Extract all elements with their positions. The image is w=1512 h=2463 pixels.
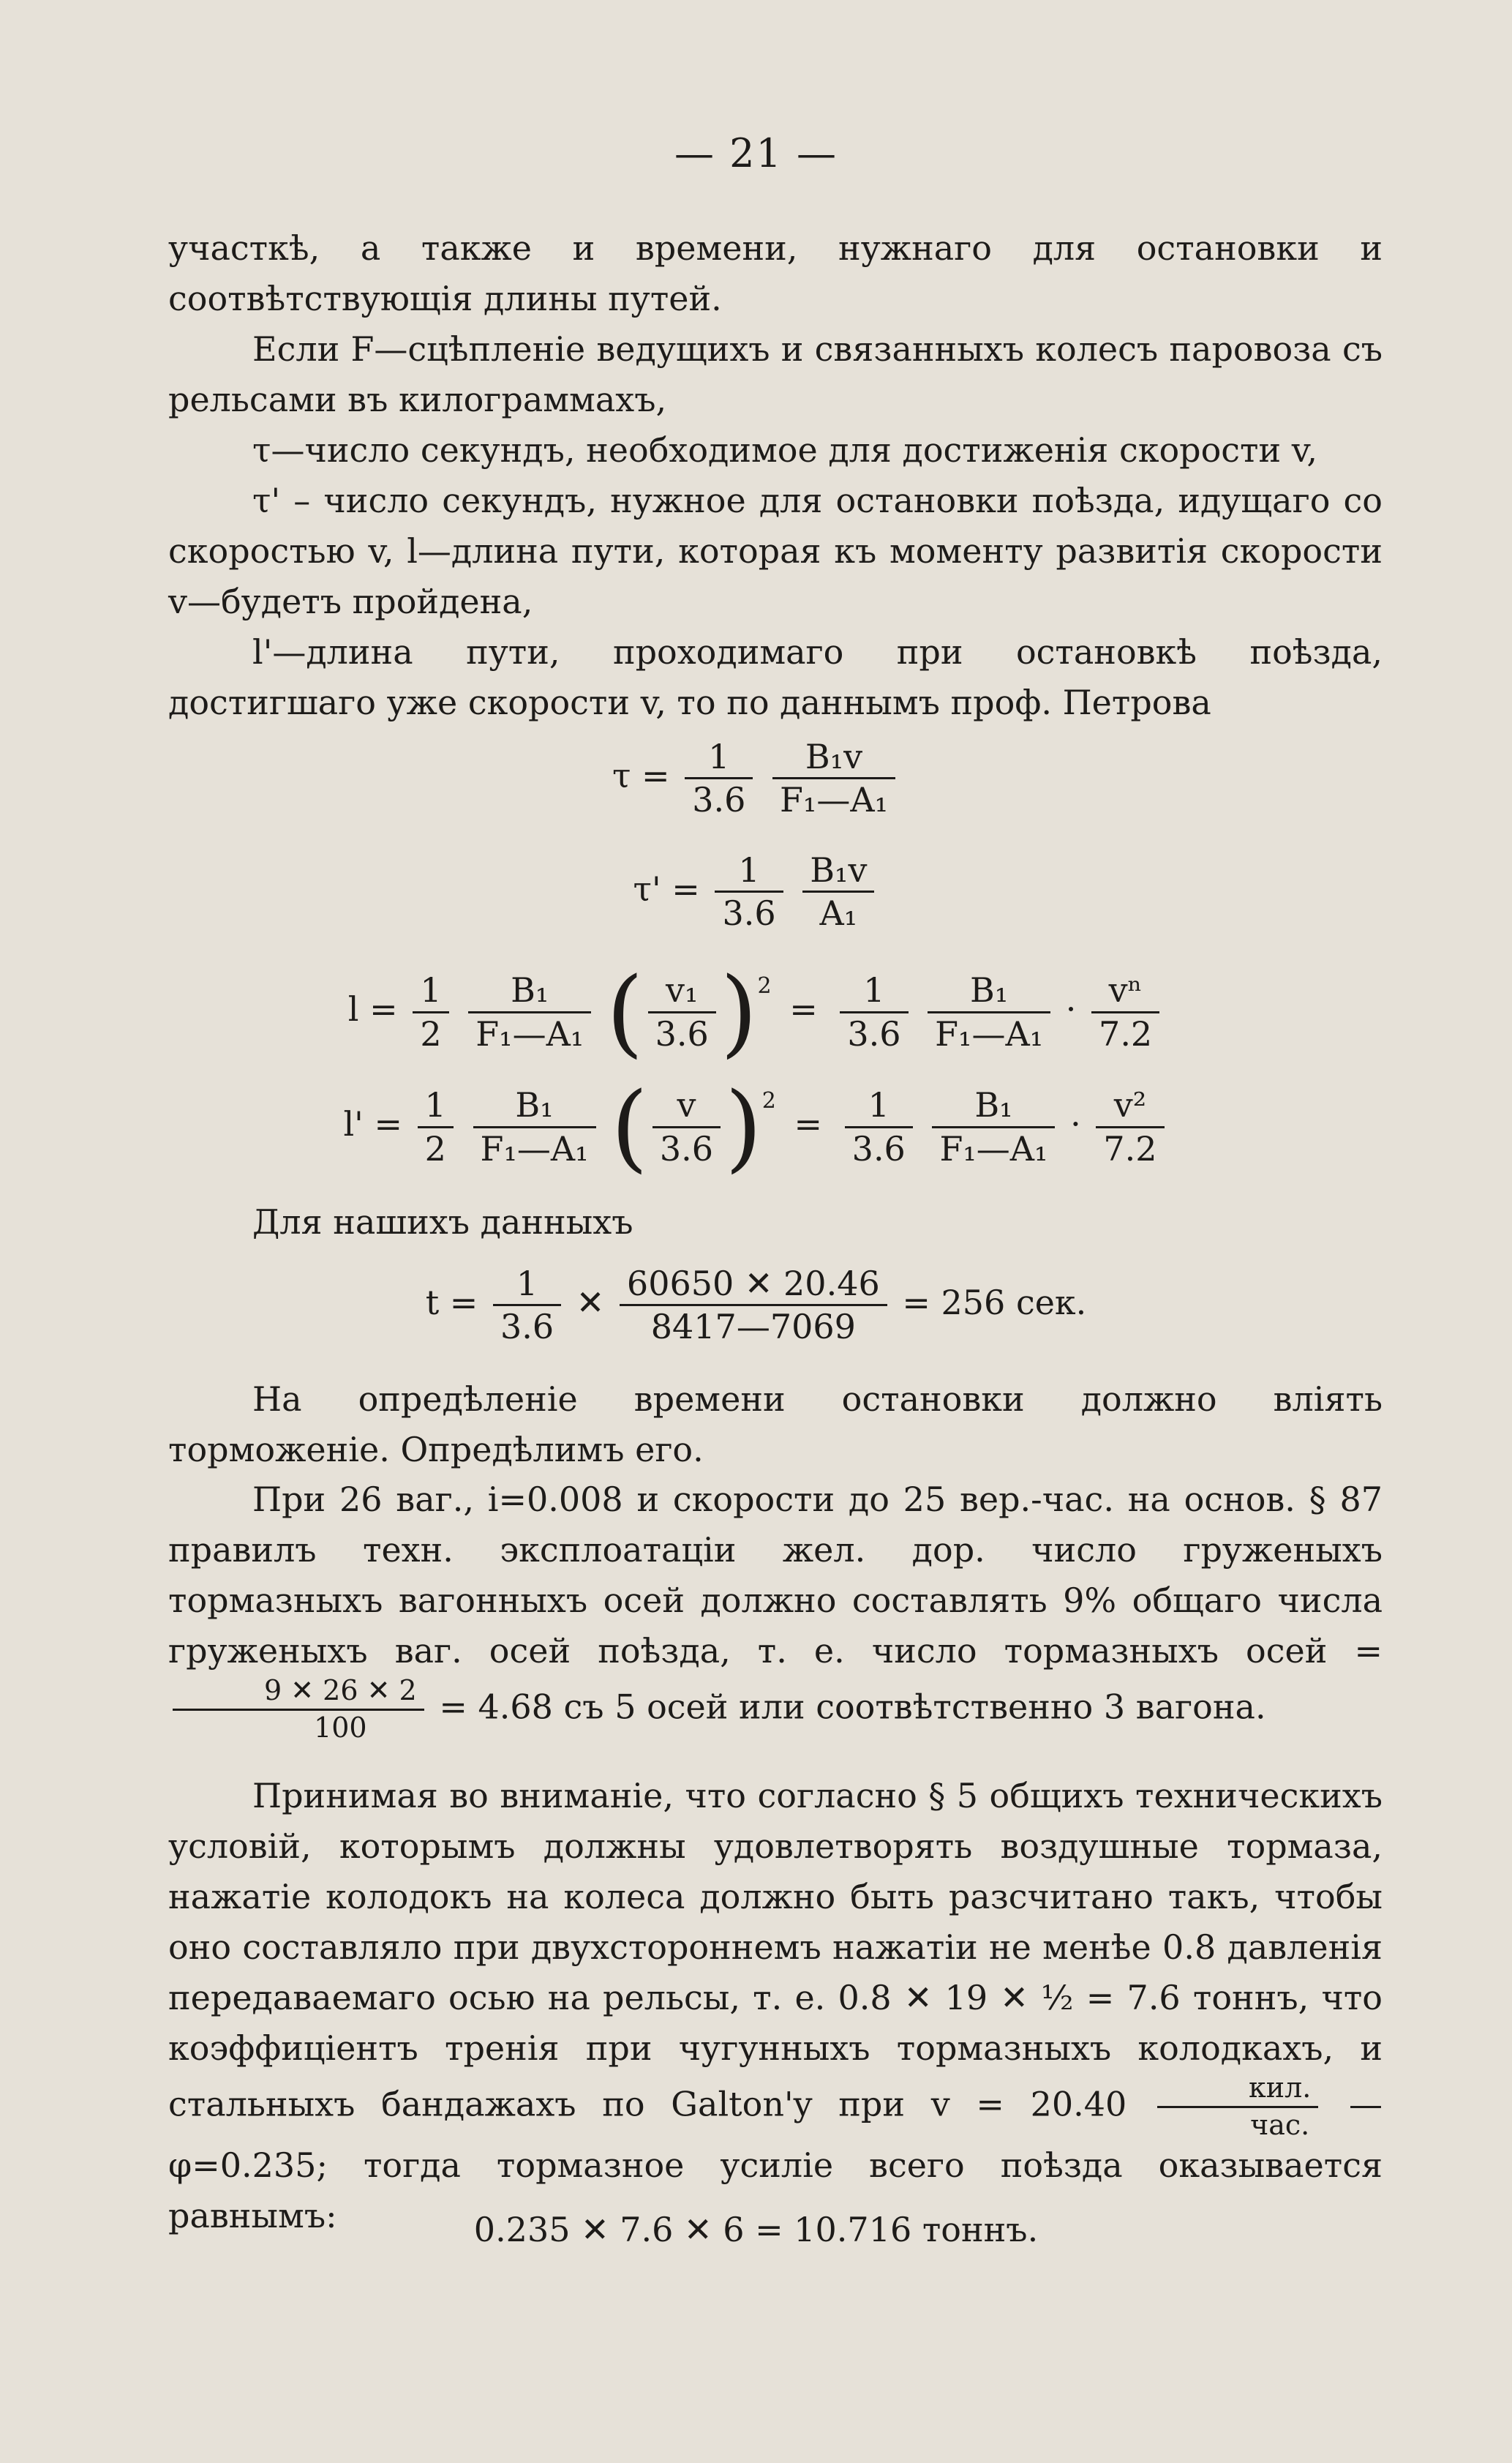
fraction-numerator: 1 (715, 852, 783, 893)
fraction-numerator: 1 (418, 1087, 454, 1128)
formula-t-result: = 256 сек. (902, 1282, 1087, 1322)
fraction-numerator: v² (1096, 1087, 1164, 1128)
fraction-numerator: B₁ (473, 1087, 596, 1128)
fraction-numerator: vⁿ (1091, 972, 1159, 1013)
paragraph-2: Если F—сцѣпленіе ведущихъ и связанныхъ колесъ паровоза съ рельсами въ килограммахъ, (168, 329, 1383, 419)
speed-unit-fraction (1157, 2074, 1318, 2140)
fraction-denominator: 100 (314, 1711, 367, 1744)
formula-l (0, 956, 1512, 1068)
paragraph-8 (168, 1474, 1383, 1743)
fraction-denominator: F₁—A₁ (780, 780, 889, 820)
fraction-denominator: 3.6 (851, 1128, 906, 1169)
formula-l-prime-lhs: l' = (343, 1104, 402, 1144)
fraction (648, 970, 716, 1054)
times-sign: ✕ (576, 1282, 605, 1322)
fraction (715, 850, 783, 934)
paragraph-7: На опредѣленіе времени остановки должно вліять торможеніе. Опредѣлимъ его. (168, 1379, 1383, 1469)
fraction-denominator: 7.2 (1099, 1013, 1153, 1054)
paragraph-9-end: —φ=0.235; тогда тормазное усиліе всего поѣзда оказывается равнымъ: (168, 2084, 1383, 2235)
paragraph-9-start: Принимая во вниманіе, что согласно § 5 общихъ техническихъ условій, которымъ должны удовлетворять воздушные тормаза, нажатіе колодокъ на колеса должно быть разсчитано такъ, чтобы оно составляло при двухстороннемъ нажатіи не менѣе 0.8 давленія передаваемаго осью на рельсы, т. е. 0.8 ✕ 19 ✕ ½ = 7.6 тоннъ, что коэффиціентъ тренія при чугунныхъ тормазныхъ колодкахъ, и стальныхъ бандажахъ по Galton'y при v = 20.40 (168, 1776, 1383, 2124)
fraction-denominator: 8417—7069 (650, 1307, 856, 1347)
fraction (620, 1266, 887, 1345)
fraction-numerator: B₁ (932, 1087, 1055, 1128)
formula-tau-lhs: τ = (612, 755, 670, 795)
fraction-denominator: F₁—A₁ (480, 1128, 589, 1169)
fraction-numerator: B₁ (928, 972, 1050, 1013)
exponent: 2 (757, 973, 772, 999)
paragraph-5: l'—длина пути, проходимаго при остановкѣ поѣзда, достигшаго уже скорости v, то по даннымъ проф. Петрова (168, 632, 1383, 722)
fraction-denominator: 7.2 (1103, 1128, 1157, 1169)
fraction-numerator: 1 (493, 1266, 561, 1306)
paragraph-4: τ' – число секундъ, нужное для остановки поѣзда, идущаго со скоростью v, l—длина пути, которая къ моменту развитія скорости v—будетъ пройдена, (168, 481, 1383, 621)
fraction (772, 739, 895, 818)
fraction (840, 970, 908, 1054)
fraction-denominator: 3.6 (722, 893, 776, 934)
formula-l-lhs: l = (347, 989, 398, 1029)
fraction (468, 970, 591, 1054)
fraction-numerator: B₁ (468, 972, 591, 1013)
formula-tau-prime-lhs: τ' = (633, 869, 700, 909)
paragraph-8-start: При 26 ваг., i=0.008 и скорости до 25 вер.-час. на основ. § 87 правилъ техн. эксплоатаціи жел. дор. число груженыхъ тормазныхъ вагонныхъ осей должно составлять 9% общаго числа груженыхъ ваг. осей поѣзда, т. е. число тормазныхъ осей = (168, 1480, 1383, 1671)
fraction (413, 970, 448, 1054)
fraction-denominator: F₁—A₁ (475, 1013, 584, 1054)
formula-l-prime (0, 1071, 1512, 1182)
fraction (932, 1085, 1055, 1169)
formula-t (0, 1266, 1512, 1345)
paragraph-8-end: = 4.68 съ 5 осей или соотвѣтственно 3 вагона. (439, 1687, 1266, 1727)
fraction-denominator: 3.6 (655, 1013, 709, 1054)
page-number: — 21 — (674, 130, 838, 176)
fraction (928, 970, 1050, 1054)
formula-t-lhs: t = (425, 1282, 478, 1322)
fraction (1096, 1085, 1164, 1169)
formula-tau-prime (0, 850, 1512, 934)
equals-sign: = (789, 989, 818, 1029)
fraction-denominator: 3.6 (847, 1013, 901, 1054)
fraction (473, 1085, 596, 1169)
fraction (845, 1085, 913, 1169)
fraction-denominator: 2 (424, 1128, 446, 1169)
exponent: 2 (761, 1088, 776, 1114)
right-paren: ) (725, 1071, 762, 1182)
fraction (493, 1266, 561, 1345)
left-paren: ( (606, 956, 644, 1068)
fraction-numerator: B₁v (802, 852, 874, 893)
fraction-denominator: F₁—A₁ (939, 1128, 1048, 1169)
fraction-numerator: 1 (845, 1087, 913, 1128)
fraction (685, 739, 753, 818)
multiply-dot: · (1065, 989, 1077, 1029)
fraction-denominator: A₁ (819, 893, 858, 934)
fraction-denominator: 3.6 (659, 1128, 714, 1169)
equals-sign: = (794, 1104, 823, 1144)
fraction (652, 1085, 721, 1169)
paragraph-9 (168, 1771, 1383, 2241)
fraction (418, 1085, 454, 1169)
fraction-numerator: 1 (685, 739, 753, 779)
formula-final: 0.235 ✕ 7.6 ✕ 6 = 10.716 тоннъ. (473, 2210, 1039, 2249)
fraction-denominator: F₁—A₁ (935, 1013, 1044, 1054)
left-paren: ( (611, 1071, 648, 1182)
paragraph-6: Для нашихъ данныхъ (252, 1202, 633, 1242)
fraction-numerator: 1 (840, 972, 908, 1013)
formula-tau (0, 739, 1512, 818)
fraction-numerator: 60650 ✕ 20.46 (620, 1266, 887, 1306)
multiply-dot: · (1070, 1104, 1081, 1144)
paragraph-1: участкѣ, а также и времени, нужнаго для остановки и соотвѣтствующія длины путей. (168, 228, 1383, 318)
fraction-numerator: кил. (1157, 2074, 1318, 2108)
fraction-denominator: 3.6 (692, 780, 746, 820)
axes-fraction (173, 1676, 424, 1743)
fraction-numerator: B₁v (772, 739, 895, 779)
fraction-denominator: 3.6 (500, 1307, 554, 1347)
fraction-numerator: 9 ✕ 26 ✕ 2 (173, 1676, 424, 1711)
fraction-numerator: v (652, 1087, 721, 1128)
fraction-denominator: час. (1250, 2108, 1310, 2141)
fraction-numerator: v₁ (648, 972, 716, 1013)
fraction-numerator: 1 (413, 972, 448, 1013)
right-paren: ) (720, 956, 758, 1068)
fraction-denominator: 2 (420, 1013, 442, 1054)
paragraph-3: τ—число секундъ, необходимое для достиженія скорости v, (252, 430, 1317, 470)
fraction (802, 850, 874, 934)
fraction (1091, 970, 1159, 1054)
